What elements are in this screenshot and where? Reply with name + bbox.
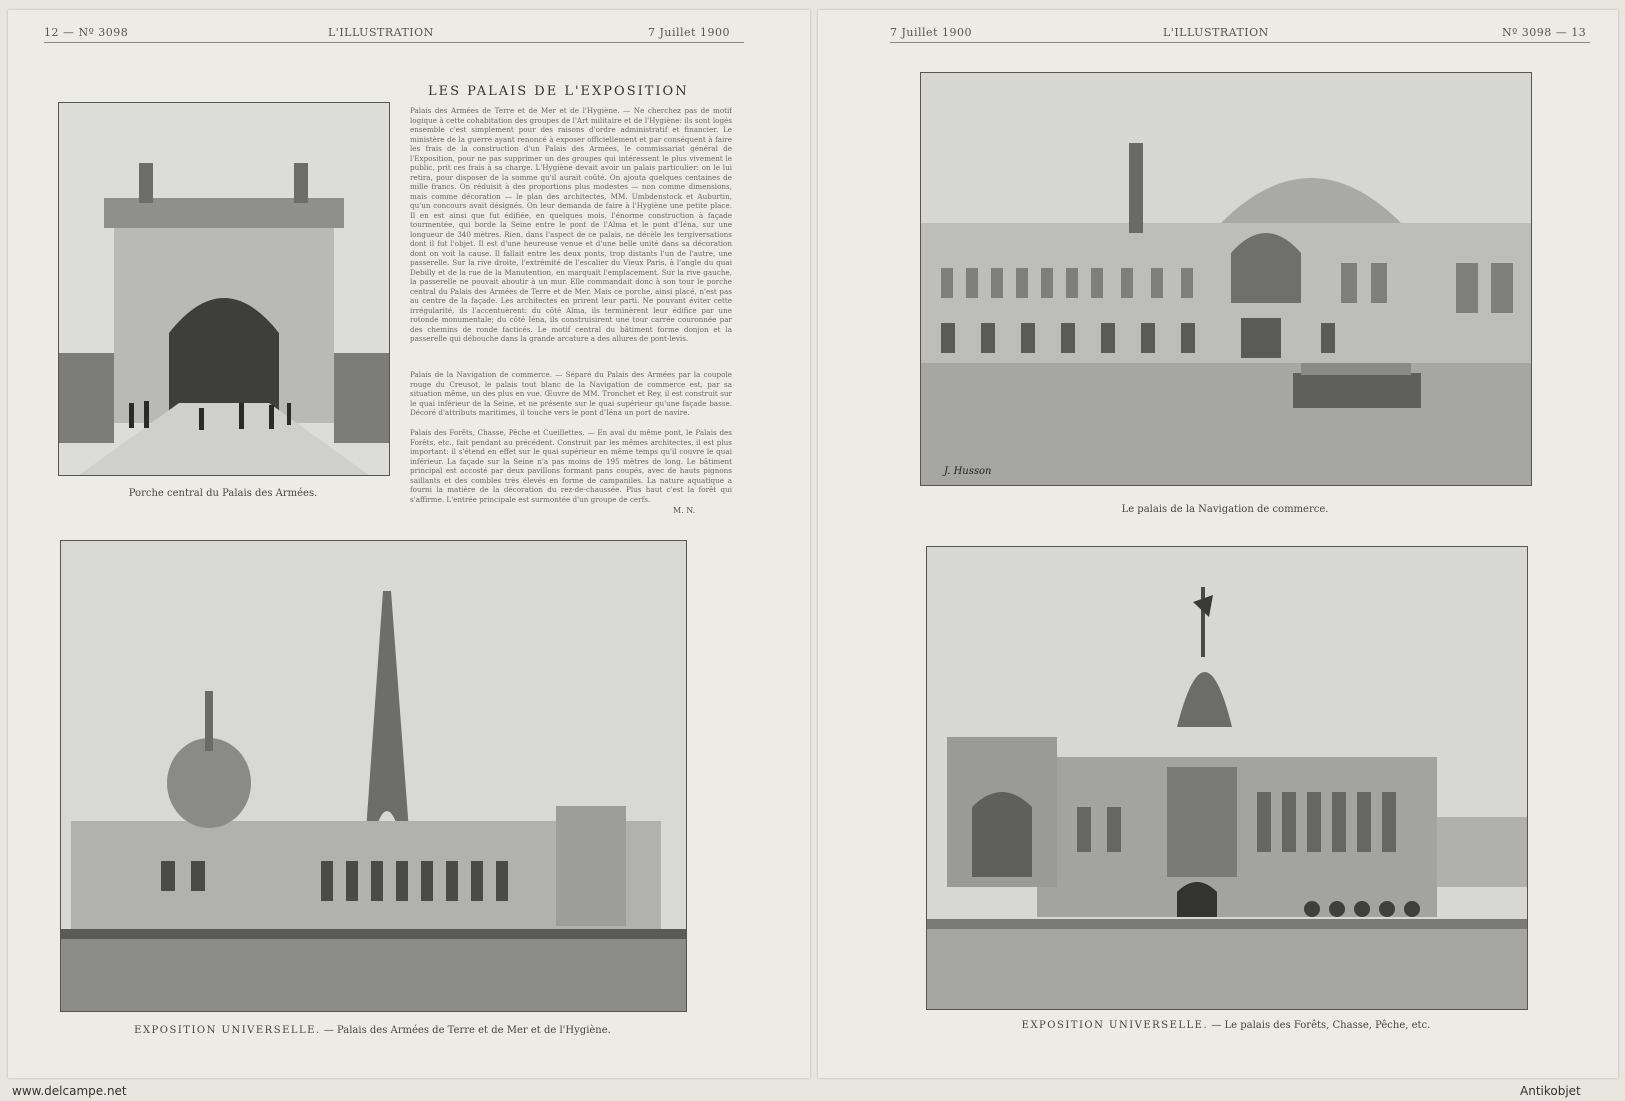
left-page-number: 12 — Nº 3098: [44, 26, 129, 39]
header-rule: [44, 42, 744, 43]
photo-palais-forets: [926, 546, 1528, 1010]
photo-palais-armees-eiffel: [60, 540, 687, 1012]
header-rule-right: [890, 42, 1590, 43]
photo-porch-caption: Porche central du Palais des Armées.: [128, 488, 318, 499]
left-page: [8, 10, 810, 1098]
photo-palais-navigation: [920, 72, 1532, 486]
photo-navigation-caption: Le palais de la Navigation de commerce.: [1121, 504, 1329, 515]
watermark-antikobjet: Antikobjet: [1520, 1084, 1581, 1098]
right-date: 7 Juillet 1900: [890, 26, 972, 39]
article-title: LES PALAIS DE L'EXPOSITION: [428, 84, 689, 99]
left-masthead: L'ILLUSTRATION: [328, 26, 434, 39]
watermark-delcampe: www.delcampe.net: [12, 1084, 127, 1098]
right-masthead: L'ILLUSTRATION: [1163, 26, 1269, 39]
caption-text-right: — Le palais des Forêts, Chasse, Pêche, etc.: [1211, 1020, 1431, 1031]
photo-palais-armees-caption: [60, 1025, 685, 1036]
caption-text: — Palais des Armées de Terre et de Mer et de l'Hygiène.: [323, 1025, 611, 1036]
right-page: [818, 10, 1618, 1098]
article-signature: M. N.: [673, 506, 696, 515]
article-body-armees: Palais des Armées de Terre et de Mer et de l'Hygiène. — Ne cherchez pas de motif logique à cette cohabitation des groupes de l'Art militaire et de l'Hygiène: ils sont logés ensemble c'est simplement pour des raisons d'ordre administratif et financier. Le ministère de la guerre ayant renoncé à exposer officiellement et par conséquent à faire les frais de la construction d'un Palais des Armées, le commissariat général de l'Exposition, pour ne pas supprimer un des groupes qui intéressent le plus vivement le public, prit ces frais à sa charge. L'Hygiène devait avoir un palais particulier: on le lui retira, pour disposer de la somme qu'il aurait coûté. On ajouta quelques centaines de mille francs. On réduisit à des proportions plus modestes — non comme dimensions, mais comme décoration — le plan des architectes, MM. Umbdenstock et Auburtin, qu'un concours avait désignés. On leur demanda de faire à l'Hygiène une petite place. Il en est ainsi que fut édifiée, en quelques mois, l'énorme construction à façade tourmentée, qui borde la Seine entre le pont de l'Alma et le pont d'Iéna, sur une longueur de 340 mètres. Rien, dans l'aspect de ce palais, ne décèle les tergiversations dont il fut l'objet. Il est d'une heureuse venue et d'une belle unité dans sa décoration dont on voit la cause. Il fallait entre les deux ponts, trop distants l'un de l'autre, une passerelle. Sur la rive droite, l'extrémité de l'escalier du Vieux Paris, à l'angle du quai Debilly et de la rue de la Manutention, en marquait l'emplacement. Sur la rive gauche, la passerelle ne pouvait aboutir à un mur. Elle commandait donc à son tour le porche central du Palais des Armées de Terre et de Mer. Mais ce porche, ainsi placé, n'est pas au centre de la façade. Les architectes en prirent leur parti. Ne pouvant éviter cette irrégularité, ils l'accentuèrent: du côté Alma, ils terminèrent leur édifice par une rotonde monumentale; du côté Iéna, ils construisirent une tour carrée couronnée par des chemins de ronde facticés. Le motif central du bâtiment forme donjon et la passerelle qui débouche dans la grande arcature a des allures de pont-levis.: [410, 106, 732, 343]
article-body-navigation: Palais de la Navigation de commerce. — Séparé du Palais des Armées par la coupole rouge du Creusot, le palais tout blanc de la Navigation de commerce est, par sa situation même, un des plus en vue. Œuvre de MM. Tronchet et Rey, il est construit sur le quai inférieur de la Seine, et ne présente sur le quai supérieur qu'une façade basse. Décoré d'attributs maritimes, il touche vers le pont d'Iéna un port de navire.: [410, 370, 732, 417]
artist-signature: J. Husson: [944, 466, 992, 477]
left-date: 7 Juillet 1900: [648, 26, 730, 39]
right-page-number: Nº 3098 — 13: [1502, 26, 1587, 39]
article-body-forets: Palais des Forêts, Chasse, Pêche et Cueillettes. — En aval du même pont, le Palais des Forêts, etc., fait pendant au précédent. Construit par les mêmes architectes, il est plus important: il s'étend en effet sur le quai supérieur en même temps qu'il couvre le quai inférieur. La façade sur la Seine n'a pas moins de 195 mètres de long. Le bâtiment principal est accosté par deux pavillons formant pans coupés, avec de hauts pignons saillants et des combles très élevés en forme de campaniles. La nature aquatique a fourni la matière de la décoration du rez-de-chaussée. Plus haut c'est la forêt qui s'affirme. L'entrée principale est surmontée d'un groupe de cerfs.: [410, 428, 732, 504]
caption-prefix: EXPOSITION UNIVERSELLE.: [134, 1025, 321, 1036]
caption-prefix-right: EXPOSITION UNIVERSELLE.: [1021, 1020, 1209, 1031]
photo-forets-caption: [926, 1020, 1526, 1031]
photo-porch-palais-armees: [58, 102, 390, 476]
